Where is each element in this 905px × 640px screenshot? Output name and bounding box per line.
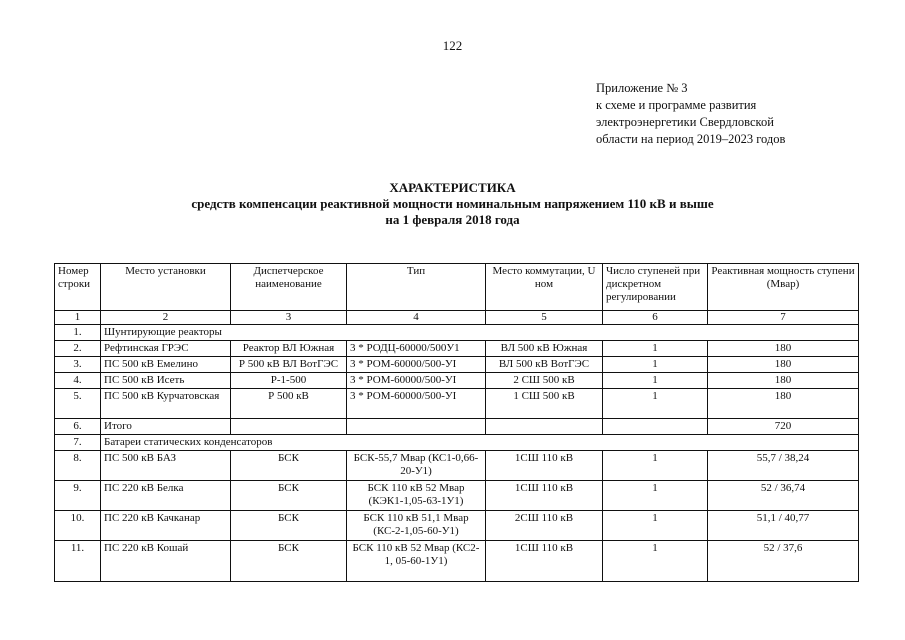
cell-reactive-power: 52 / 36,74 [708,481,859,511]
title-subject: средств компенсации реактивной мощности номинальным напряжением 110 кВ и выше [191,196,714,211]
cell-place: ПС 220 кВ Кошай [101,541,231,582]
cell-type: 3 * РОДЦ-60000/500У1 [347,341,486,357]
cell-type: БСК 110 кВ 52 Мвар (КЭК1-1,05-63-1У1) [347,481,486,511]
cell-dispatch-name: БСК [231,511,347,541]
cell-place: ПС 220 кВ Качканар [101,511,231,541]
header-dispatch-name: Диспетчерское наименование [231,264,347,311]
cell-reactive-power: 180 [708,373,859,389]
table-row [55,451,859,481]
table-section-row [55,435,859,451]
cell-type [347,419,486,435]
cell-type: 3 * РОМ-60000/500-УI [347,373,486,389]
row-number: 5. [55,389,101,419]
header-type: Тип [347,264,486,311]
cell-switching-place: 1 СШ 500 кВ [486,389,603,419]
header-row-number: Номер строки [55,264,101,311]
cell-reactive-power: 180 [708,357,859,373]
cell-dispatch-name: Р-1-500 [231,373,347,389]
cell-type: 3 * РОМ-60000/500-УI [347,357,486,373]
table-row [55,511,859,541]
header-place: Место установки [101,264,231,311]
cell-steps: 1 [603,341,708,357]
title-heading: ХАРАКТЕРИСТИКА [389,180,516,195]
row-number: 11. [55,541,101,582]
cell-place: ПС 500 кВ Курчатовская [101,389,231,419]
table-row [55,481,859,511]
cell-steps: 1 [603,541,708,582]
cell-type: БСК-55,7 Мвар (КС1-0,66-20-У1) [347,451,486,481]
cell-dispatch-name: Реактор ВЛ Южная [231,341,347,357]
cell-switching-place [486,419,603,435]
cell-place: ПС 500 кВ Емелино [101,357,231,373]
cell-switching-place: ВЛ 500 кВ ВотГЭС [486,357,603,373]
cell-dispatch-name: БСК [231,541,347,582]
appendix-line: Приложение № 3 [596,81,688,95]
row-number: 6. [55,419,101,435]
header-switching-place: Место коммутации, U ном [486,264,603,311]
table-section-row [55,325,859,341]
row-number: 9. [55,481,101,511]
column-number-row [55,311,859,325]
cell-reactive-power: 55,7 / 38,24 [708,451,859,481]
cell-place: ПС 500 кВ Исеть [101,373,231,389]
table-total-row [55,419,859,435]
table-row [55,357,859,373]
table-row [55,341,859,357]
row-number: 7. [55,435,101,451]
cell-dispatch-name: БСК [231,451,347,481]
row-number: 1. [55,325,101,341]
cell-dispatch-name: БСК [231,481,347,511]
table-row [55,389,859,419]
title-date: на 1 февраля 2018 года [385,212,520,227]
cell-steps: 1 [603,373,708,389]
cell-reactive-power: 180 [708,389,859,419]
cell-reactive-power-total: 720 [708,419,859,435]
table-header-row [55,264,859,311]
compensation-table [54,263,859,582]
cell-place: Рефтинская ГРЭС [101,341,231,357]
appendix-note [596,80,785,148]
column-number: 7 [708,311,859,325]
cell-switching-place: 2СШ 110 кВ [486,511,603,541]
column-number: 2 [101,311,231,325]
column-number: 1 [55,311,101,325]
row-number: 3. [55,357,101,373]
table-row [55,541,859,582]
column-number: 3 [231,311,347,325]
cell-steps: 1 [603,389,708,419]
cell-type: БСК 110 кВ 51,1 Мвар (КС-2-1,05-60-У1) [347,511,486,541]
row-number: 2. [55,341,101,357]
column-number: 6 [603,311,708,325]
page-number: 122 [442,38,463,53]
cell-reactive-power: 51,1 / 40,77 [708,511,859,541]
appendix-line: области на период 2019–2023 годов [596,132,786,146]
table-row [55,373,859,389]
header-reactive-power: Реактивная мощность ступени (Мвар) [708,264,859,311]
cell-steps: 1 [603,481,708,511]
cell-steps [603,419,708,435]
column-number: 4 [347,311,486,325]
row-number: 8. [55,451,101,481]
cell-type: 3 * РОМ-60000/500-УI [347,389,486,419]
section-title: Батареи статических конденсаторов [101,435,859,451]
cell-dispatch-name: Р 500 кВ [231,389,347,419]
cell-steps: 1 [603,511,708,541]
row-number: 10. [55,511,101,541]
document-title [0,180,905,228]
appendix-line: к схеме и программе развития [596,98,757,112]
row-number: 4. [55,373,101,389]
cell-switching-place: 1СШ 110 кВ [486,541,603,582]
cell-dispatch-name [231,419,347,435]
cell-dispatch-name: Р 500 кВ ВЛ ВотГЭС [231,357,347,373]
cell-type: БСК 110 кВ 52 Мвар (КС2-1, 05-60-1У1) [347,541,486,582]
appendix-line: электроэнергетики Свердловской [596,115,774,129]
column-number: 5 [486,311,603,325]
cell-reactive-power: 52 / 37,6 [708,541,859,582]
cell-steps: 1 [603,357,708,373]
cell-place: ПС 500 кВ БАЗ [101,451,231,481]
cell-switching-place: 2 СШ 500 кВ [486,373,603,389]
cell-reactive-power: 180 [708,341,859,357]
cell-switching-place: 1СШ 110 кВ [486,451,603,481]
header-steps: Число ступеней при дискретном регулировании [603,264,708,311]
cell-steps: 1 [603,451,708,481]
cell-switching-place: ВЛ 500 кВ Южная [486,341,603,357]
cell-place: ПС 220 кВ Белка [101,481,231,511]
cell-place: Итого [101,419,231,435]
cell-switching-place: 1СШ 110 кВ [486,481,603,511]
section-title: Шунтирующие реакторы [101,325,859,341]
